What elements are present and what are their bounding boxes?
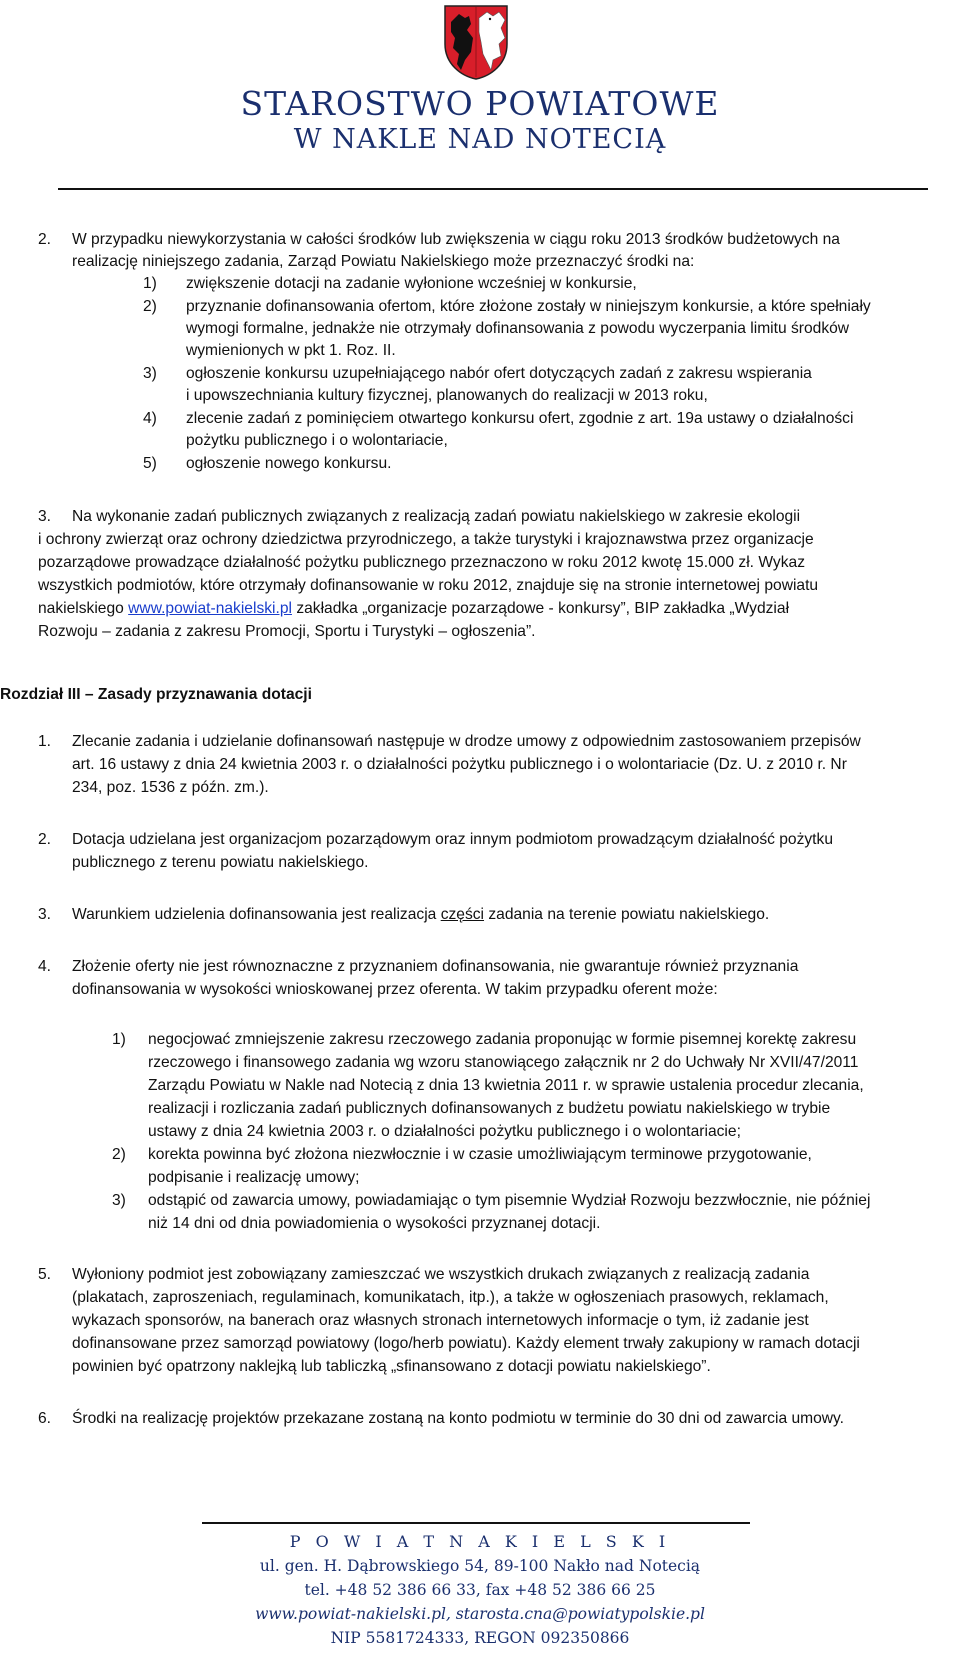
list-item-line: i upowszechniania kultury fizycznej, planowanych do realizacji w 2013 roku, [186,387,708,404]
paragraph-text: nakielskiego [38,600,124,617]
section-number: 1. [38,733,52,750]
footer-divider [202,1522,750,1524]
list-item-line: odstąpić od zawarcia umowy, powiadamiając o tym pisemnie Wydział Rozwoju bezzwłocznie, nie później [148,1192,871,1209]
section-number: 6. [38,1410,52,1427]
list-item-line: ustawy z dnia 24 kwietnia 2003 r. o działalności pożytku publicznego i o wolontariacie; [148,1123,741,1140]
paragraph-text: Warunkiem udzielenia dofinansowania jest realizacja [72,906,437,923]
header-title: STAROSTWO POWIATOWE [240,84,720,123]
paragraph-line: Zlecanie zadania i udzielanie dofinansowań następuje w drodze umowy z odpowiednim zastosowaniem przepisów [72,733,861,750]
paragraph-line: Złożenie oferty nie jest równoznaczne z przyznaniem dofinansowania, nie gwarantuje również przyznania [72,958,799,975]
list-item-line: korekta powinna być złożona niezwłocznie i w czasie umożliwiającym terminowe przygotowanie, [148,1146,812,1163]
website-link[interactable]: www.powiat-nakielski.pl [128,600,292,617]
chapter-heading: Rozdział III – Zasady przyznawania dotacji [0,686,312,703]
paragraph-line: Na wykonanie zadań publicznych związanych z realizacją zadań powiatu nakielskiego w zakresie ekologii [72,508,801,525]
paragraph-line: (plakatach, zaproszeniach, regulaminach, komunikatach, itp.), a także w ogłoszeniach prasowych, reklamach, [72,1289,829,1306]
paragraph-line: W przypadku niewykorzystania w całości środków lub zwiększenia w ciągu roku 2013 środków budżetowych na [72,231,840,248]
paragraph-line: pozarządowe prowadzące działalność pożytku publicznego przeznaczono w roku 2012 kwotę 15.000 zł. Wykaz [38,554,805,571]
list-number: 2) [143,298,157,315]
header-divider [58,188,928,190]
paragraph-line: Wyłoniony podmiot jest zobowiązany zamieszczać we wszystkich drukach związanych z realizacją zadania [72,1266,810,1283]
paragraph-line: dofinansowane przez samorząd powiatowy (logo/herb powiatu). Każdy element trwały zakupiony w ramach dotacji [72,1335,860,1352]
footer-org-name: P O W I A T N A K I E L S K I [289,1532,671,1551]
header-subtitle: W NAKLE NAD NOTECIĄ [293,124,667,155]
paragraph-line: Rozwoju – zadania z zakresu Promocji, Sportu i Turystyki – ogłoszenia”. [38,623,536,640]
list-number: 5) [143,455,157,472]
paragraph-line: Środki na realizację projektów przekazane zostaną na konto podmiotu w terminie do 30 dni od zawarcia umowy. [72,1410,845,1427]
paragraph-line: powinien być opatrzony naklejką lub tabliczką „sfinansowano z dotacji powiatu nakielskiego”. [72,1358,711,1375]
list-item-line: Zarządu Powiatu w Nakle nad Notecią z dnia 13 kwietnia 2011 r. w sprawie ustalenia procedur zlecania, [148,1077,864,1094]
list-item-line: wymogi formalne, jednakże nie otrzymały dofinansowania z powodu wyczerpania limitu środków [186,320,850,337]
county-crest-icon [443,4,509,80]
list-item-line: podpisanie i realizację umowy; [148,1169,360,1186]
list-item-line: realizacji i rozliczania zadań publicznych dofinansowanych z budżetu powiatu nakielskiego w trybie [148,1100,831,1117]
section-number: 2. [38,231,52,248]
list-number: 1) [143,275,157,292]
list-number: 2) [112,1146,126,1163]
paragraph-line: publicznego z terenu powiatu nakielskiego. [72,854,369,871]
footer-web-email: www.powiat-nakielski.pl, starosta.cna@powiatypolskie.pl [255,1605,705,1623]
paragraph-line: Dotacja udzielana jest organizacjom pozarządowym oraz innym podmiotom prowadzącym działalność pożytku [72,831,833,848]
list-item-line: przyznanie dofinansowania ofertom, które złożone zostały w niniejszym konkursie, a które spełniały [186,298,871,315]
paragraph-line [38,599,789,619]
list-item-line: ogłoszenie nowego konkursu. [186,455,392,472]
list-item-line: zlecenie zadań z pominięciem otwartego konkursu ofert, zgodnie z art. 19a ustawy o działalności [186,410,854,427]
paragraph-line [72,905,769,925]
paragraph-line: wykazach sponsorów, na banerach oraz własnych stronach internetowych informacje o tym, iż zadanie jest [72,1312,809,1329]
paragraph-line: art. 16 ustawy z dnia 24 kwietnia 2003 r. o działalności pożytku publicznego i o wolontariacie (Dz. U. z 2010 r. Nr [72,756,847,773]
section-number: 5. [38,1266,52,1283]
list-item-line: niż 14 dni od dnia powiadomienia o wysokości przyznanej dotacji. [148,1215,601,1232]
section-number: 4. [38,958,52,975]
paragraph-line: dofinansowania w wysokości wnioskowanej przez oferenta. W takim przypadku oferent może: [72,981,718,998]
list-item-line: zwiększenie dotacji na zadanie wyłonione wcześniej w konkursie, [186,275,637,292]
paragraph-line: 234, poz. 1536 z późn. zm.). [72,779,269,796]
list-number: 3) [143,365,157,382]
paragraph-text: zakładka „organizacje pozarządowe - konkursy”, BIP zakładka „Wydział [296,600,790,617]
footer-address: ul. gen. H. Dąbrowskiego 54, 89-100 Nakło nad Notecią [259,1557,701,1575]
paragraph-text: zadania na terenie powiatu nakielskiego. [488,906,770,923]
footer-phone: tel. +48 52 386 66 33, fax +48 52 386 66 25 [304,1581,656,1599]
section-number: 3. [38,906,52,923]
list-item-line: negocjować zmniejszenie zakresu rzeczowego zadania proponując w formie pisemnej korektę zakresu [148,1031,857,1048]
list-item-line: pożytku publicznego i o wolontariacie, [186,432,448,449]
list-item-line: rzeczowego i finansowego zadania wg wzoru stanowiącego załącznik nr 2 do Uchwały Nr XVII/47/2011 [148,1054,859,1071]
list-number: 1) [112,1031,126,1048]
paragraph-line: realizację niniejszego zadania, Zarząd Powiatu Nakielskiego może przeznaczyć środki na: [72,253,695,270]
underlined-text: części [440,906,485,923]
list-item-line: wymienionych w pkt 1. Roz. II. [186,342,396,359]
section-number: 2. [38,831,52,848]
paragraph-line: wszystkich podmiotów, które otrzymały dofinansowanie w roku 2012, znajduje się na stronie internetowej powiatu [38,577,819,594]
list-item-line: ogłoszenie konkursu uzupełniającego nabór ofert dotyczących zadań z zakresu wspierania [186,365,812,382]
list-number: 4) [143,410,157,427]
footer-ids: NIP 5581724333, REGON 092350866 [330,1629,630,1647]
list-number: 3) [112,1192,126,1209]
paragraph-line: i ochrony zwierząt oraz ochrony dziedzictwa przyrodniczego, a także turystyki i krajoznawstwa przez organizacje [38,531,814,548]
section-number: 3. [38,508,52,525]
